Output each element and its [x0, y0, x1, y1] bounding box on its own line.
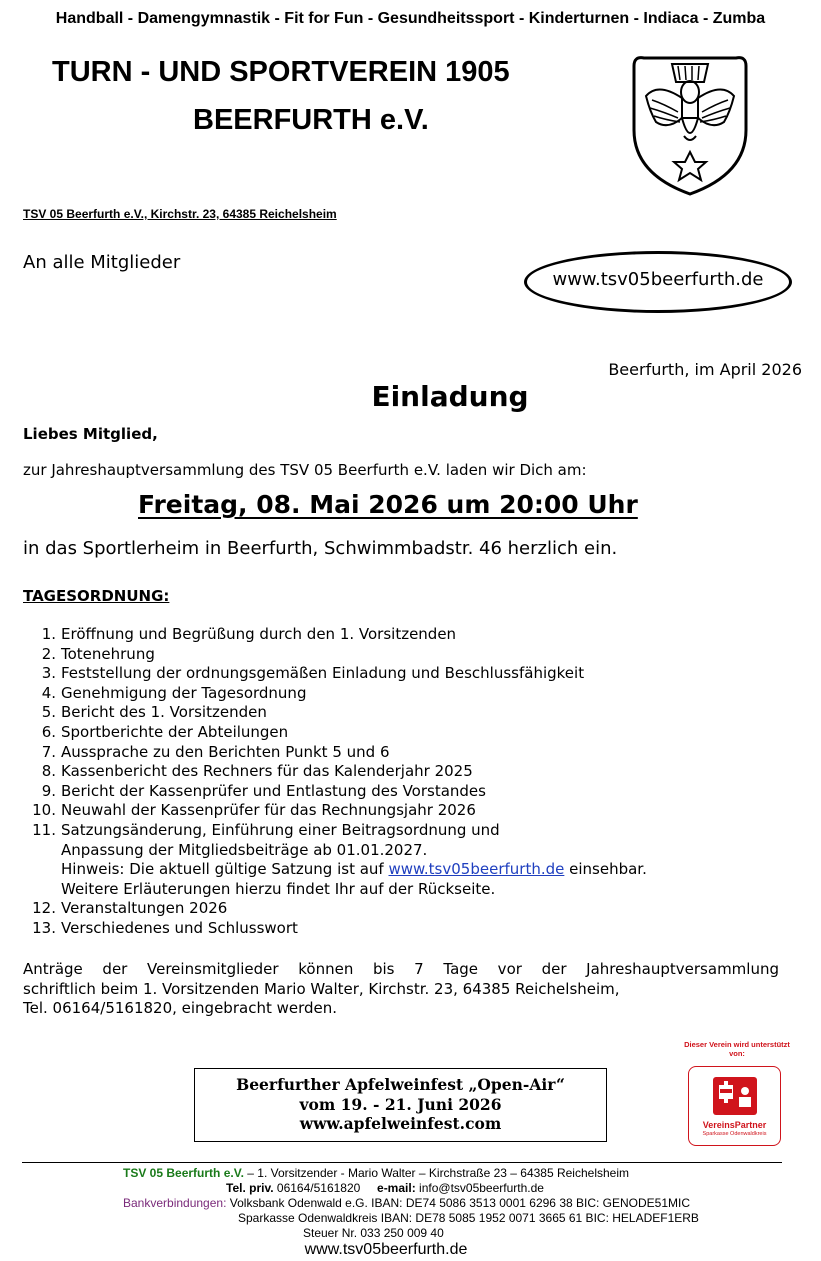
agenda-item-text: Satzungsänderung, Einführung einer Beitragsordnung und [61, 820, 500, 839]
agenda-item-text: Genehmigung der Tagesordnung [61, 683, 307, 702]
apfelweinfest-box [194, 1068, 607, 1142]
event-place: in das Sportlerheim in Beerfurth, Schwimmbadstr. 46 herzlich ein. [23, 538, 618, 559]
footer-line3 [123, 1196, 690, 1210]
agenda-item-11-line2: Anpassung der Mitgliedsbeiträge ab 01.01.2027. [61, 840, 428, 859]
footer-tel-label: Tel. priv. [226, 1181, 274, 1195]
recipient-line: An alle Mitglieder [23, 252, 181, 273]
agenda-item-number: 9. [41, 781, 56, 800]
agenda-item [20, 821, 800, 841]
agenda-item-text: Kassenbericht des Rechners für das Kalenderjahr 2025 [61, 762, 473, 781]
agenda-item [20, 664, 800, 684]
motions-line3: Tel. 06164/5161820, eingebracht werden. [23, 999, 338, 1018]
agenda-item [20, 625, 800, 645]
sports-departments-line: Handball - Damengymnastik - Fit for Fun - Gesundheitssport - Kinderturnen - Indiaca - Zumba [55, 10, 766, 27]
agenda-item [20, 782, 800, 802]
agenda-item-number: 11. [32, 820, 56, 839]
footer-divider [22, 1162, 782, 1163]
footer-email-label: e-mail: [377, 1181, 416, 1195]
sponsor-sub: Sparkasse Odenwaldkreis [702, 1131, 767, 1137]
agenda-item-number: 10. [32, 801, 56, 820]
footer-bank-label: Bankverbindungen: [123, 1196, 227, 1210]
letter-heading: Einladung [371, 380, 529, 413]
website-oval-text[interactable]: www.tsv05beerfurth.de [552, 269, 764, 290]
club-title-line2: BEERFURTH e.V. [193, 104, 429, 136]
sender-address: TSV 05 Beerfurth e.V., Kirchstr. 23, 64385 Reichelsheim [23, 207, 337, 221]
agenda-item-11-hint [20, 860, 800, 880]
footer-chair-address: – 1. Vorsitzender - Mario Walter – Kirchstraße 23 – 64385 Reichelsheim [243, 1166, 629, 1180]
agenda-item-11-hint-after: einsehbar. [564, 860, 647, 879]
event-date: Freitag, 08. Mai 2026 um 20:00 Uhr [138, 490, 638, 519]
agenda-item-number: 4. [41, 683, 56, 702]
agenda-item [20, 743, 800, 763]
footer-website[interactable]: www.tsv05beerfurth.de [304, 1241, 468, 1258]
agenda-item-number: 1. [41, 625, 56, 643]
fest-title: Beerfurther Apfelweinfest „Open-Air“ [236, 1075, 565, 1094]
agenda-item-text: Bericht des 1. Vorsitzenden [61, 703, 267, 722]
agenda-item [20, 684, 800, 704]
agenda-item [20, 762, 800, 782]
footer-bank2: Sparkasse Odenwaldkreis IBAN: DE78 5085 1952 0071 3665 61 BIC: HELADEF1ERB [238, 1211, 699, 1225]
agenda-item-number: 2. [41, 644, 56, 663]
agenda-item-text: Veranstaltungen 2026 [61, 899, 228, 918]
sponsor-name: VereinsPartner [702, 1120, 767, 1130]
agenda-item [20, 703, 800, 723]
agenda-item-text: Bericht der Kassenprüfer und Entlastung des Vorstandes [61, 781, 486, 800]
salutation: Liebes Mitglied, [23, 425, 158, 443]
agenda-item [20, 801, 800, 821]
motions-paragraph [23, 960, 779, 1019]
agenda-item [20, 899, 800, 919]
agenda-item-text: Feststellung der ordnungsgemäßen Einladung und Beschlussfähigkeit [61, 664, 585, 683]
agenda-item-text: Verschiedenes und Schlusswort [61, 918, 298, 937]
footer-tax-number: Steuer Nr. 033 250 009 40 [303, 1226, 444, 1240]
agenda-item-number: 5. [41, 703, 56, 722]
club-title-line1: TURN - UND SPORTVEREIN 1905 [52, 56, 510, 88]
agenda-item-number: 8. [41, 762, 56, 781]
motions-line2: schriftlich beim 1. Vorsitzenden Mario Walter, Kirchstr. 23, 64385 Reichelsheim, [23, 979, 620, 998]
eagle-crest-icon [628, 52, 752, 198]
intro-text: zur Jahreshauptversammlung des TSV 05 Beerfurth e.V. laden wir Dich am: [23, 461, 587, 479]
motions-line1: Anträge der Vereinsmitglieder können bis 7 Tage vor der Jahreshauptversammlung [23, 960, 779, 978]
agenda-item-number: 13. [32, 918, 56, 937]
agenda-item [20, 919, 800, 939]
agenda-list [20, 625, 800, 939]
agenda-item-11-hint-before: Hinweis: Die aktuell gültige Satzung ist auf [61, 860, 389, 879]
footer-club-name: TSV 05 Beerfurth e.V. [123, 1166, 244, 1180]
footer-bank1: Volksbank Odenwald e.G. IBAN: DE74 5086 3513 0001 6296 38 BIC: GENODE51MIC [226, 1196, 691, 1210]
sponsor-note: Dieser Verein wird unterstützt von: [684, 1040, 790, 1058]
agenda-item-text: Totenehrung [61, 644, 155, 663]
footer-line1 [123, 1166, 629, 1180]
agenda-item-number: 6. [41, 722, 56, 741]
agenda-item-number: 7. [41, 742, 56, 761]
agenda-item [20, 723, 800, 743]
agenda-item-text: Neuwahl der Kassenprüfer für das Rechnungsjahr 2026 [61, 801, 476, 820]
agenda-item [20, 645, 800, 665]
agenda-title: TAGESORDNUNG: [23, 587, 170, 605]
agenda-item-text: Sportberichte der Abteilungen [61, 722, 289, 741]
footer-line2 [226, 1181, 544, 1195]
agenda-item-number: 3. [41, 664, 56, 683]
fest-website[interactable]: www.apfelweinfest.com [299, 1114, 502, 1134]
letter-date: Beerfurth, im April 2026 [608, 360, 802, 379]
footer-tel-value: 06164/5161820 [273, 1181, 361, 1195]
agenda-item-11-line4: Weitere Erläuterungen hierzu findet Ihr auf der Rückseite. [61, 879, 496, 898]
agenda-item-text: Aussprache zu den Berichten Punkt 5 und 6 [61, 742, 390, 761]
agenda-item-number: 12. [32, 899, 56, 918]
agenda-item-text: Eröffnung und Begrüßung durch den 1. Vorsitzenden [61, 625, 457, 643]
footer-email-value[interactable]: info@tsv05beerfurth.de [415, 1181, 544, 1195]
fest-dates: vom 19. - 21. Juni 2026 [299, 1094, 502, 1114]
statute-link[interactable]: www.tsv05beerfurth.de [388, 860, 565, 879]
